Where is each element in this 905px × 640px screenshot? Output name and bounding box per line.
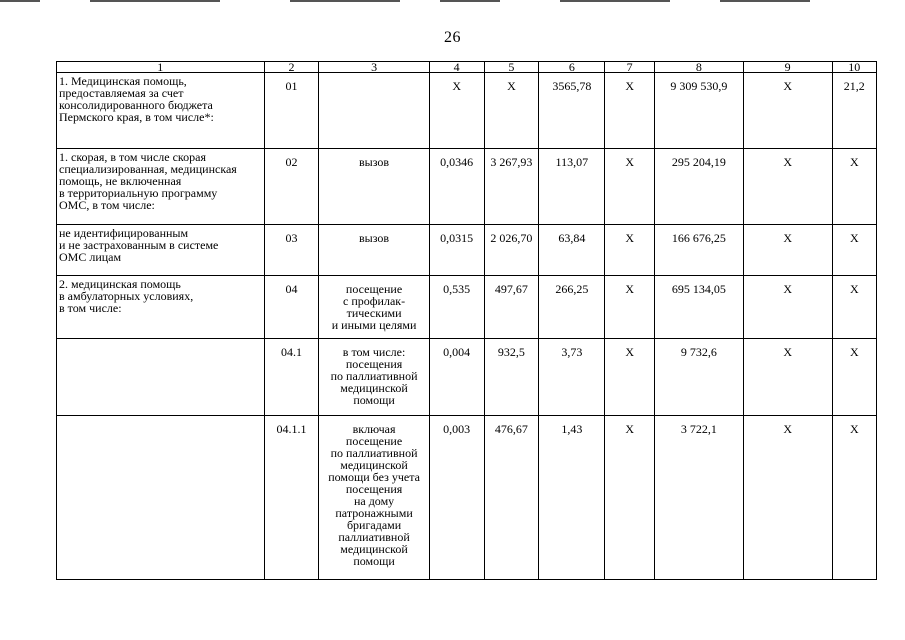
cell-col7 [605, 416, 655, 580]
row-name [59, 339, 262, 341]
value-col7: X [625, 155, 634, 169]
value-col4: 0,535 [443, 282, 471, 296]
value-col10: X [849, 282, 859, 296]
cell-col4 [429, 339, 484, 416]
row-code: 02 [285, 155, 298, 169]
row-code-cell [264, 73, 319, 149]
value-col7: X [625, 231, 634, 245]
value-col4: 0,0315 [440, 231, 474, 245]
value-col6: 1,43 [561, 422, 583, 436]
table-row [57, 416, 877, 580]
cell-col10 [832, 225, 876, 276]
cell-col8 [654, 225, 743, 276]
row-unit-cell [319, 73, 430, 149]
row-name: не идентифицированным и не застрахованным в системе ОМС лицам [59, 226, 219, 264]
value-col7: X [625, 79, 634, 93]
value-col10: X [849, 155, 859, 169]
cell-col10 [832, 416, 876, 580]
cell-col5 [484, 73, 539, 149]
cell-col9 [743, 276, 832, 339]
value-col5: 476,67 [494, 422, 528, 436]
row-code-cell [264, 276, 319, 339]
column-header: 5 [484, 62, 539, 73]
cell-col4 [429, 73, 484, 149]
column-header: 1 [57, 62, 265, 73]
cell-col5 [484, 276, 539, 339]
cell-col5 [484, 149, 539, 225]
column-header: 10 [832, 62, 876, 73]
cell-col10 [832, 73, 876, 149]
value-col10: X [849, 422, 859, 436]
column-header: 4 [429, 62, 484, 73]
column-number-row [57, 62, 877, 73]
value-col6: 266,25 [555, 282, 589, 296]
value-col9: X [783, 422, 792, 436]
row-unit: в том числе: посещения по паллиативной медицинской помощи [330, 345, 418, 407]
cell-col7 [605, 276, 655, 339]
value-col5: 932,5 [497, 345, 525, 359]
cell-col8 [654, 416, 743, 580]
value-col10: X [849, 345, 859, 359]
cell-col7 [605, 339, 655, 416]
value-col7: X [625, 422, 634, 436]
value-col5: X [507, 79, 516, 93]
page-number: 26 [444, 29, 461, 46]
row-code-cell [264, 339, 319, 416]
column-header: 2 [264, 62, 319, 73]
value-col8: 9 732,6 [680, 345, 717, 359]
cell-col7 [605, 225, 655, 276]
row-name [59, 416, 262, 418]
row-code: 03 [285, 231, 298, 245]
column-header: 6 [539, 62, 605, 73]
row-name-cell [57, 149, 265, 225]
value-col9: X [783, 282, 792, 296]
cell-col6 [539, 416, 605, 580]
row-name: 2. медицинская помощь в амбулаторных условиях, в том числе: [59, 277, 194, 315]
row-code: 01 [285, 79, 298, 93]
row-unit [321, 73, 427, 80]
value-col4: 0,004 [443, 345, 471, 359]
cell-col10 [832, 339, 876, 416]
cell-col9 [743, 149, 832, 225]
column-header: 9 [743, 62, 832, 73]
row-name-cell [57, 73, 265, 149]
value-col9: X [783, 155, 792, 169]
value-col5: 497,67 [494, 282, 528, 296]
data-table [56, 61, 877, 580]
row-code: 04.1.1 [276, 422, 307, 436]
table-row [57, 339, 877, 416]
cell-col9 [743, 225, 832, 276]
cell-col10 [832, 149, 876, 225]
row-unit-cell [319, 225, 430, 276]
value-col4: 0,0346 [440, 155, 474, 169]
value-col8: 295 204,19 [671, 155, 726, 169]
value-col6: 63,84 [558, 231, 586, 245]
value-col7: X [625, 345, 634, 359]
row-code-cell [264, 225, 319, 276]
cell-col8 [654, 339, 743, 416]
value-col4: 0,003 [443, 422, 471, 436]
row-name-cell [57, 339, 265, 416]
cell-col7 [605, 149, 655, 225]
value-col5: 2 026,70 [490, 231, 533, 245]
row-code-cell [264, 149, 319, 225]
row-name: 1. скорая, в том числе скорая специализированная, медицинская помощь, не включенная в территориальную программу ОМС, в том числе: [59, 150, 237, 212]
value-col5: 3 267,93 [490, 155, 533, 169]
row-unit: посещение с профилак- тическими и иными целями [331, 282, 417, 332]
row-name-cell [57, 225, 265, 276]
row-unit-cell [319, 276, 430, 339]
table-row [57, 73, 877, 149]
cell-col8 [654, 73, 743, 149]
cell-col8 [654, 276, 743, 339]
row-unit: включая посещение по паллиативной медицинской помощи без учета посещения на дому патронажными бригадами паллиативной медицинской помощи [328, 422, 420, 568]
value-col6: 113,07 [555, 155, 589, 169]
row-unit-cell [319, 416, 430, 580]
value-col10: X [849, 231, 859, 245]
cell-col10 [832, 276, 876, 339]
cell-col5 [484, 339, 539, 416]
table-row [57, 225, 877, 276]
row-name-cell [57, 276, 265, 339]
row-name-cell [57, 416, 265, 580]
cell-col5 [484, 416, 539, 580]
value-col9: X [783, 345, 792, 359]
column-header: 8 [654, 62, 743, 73]
cell-col9 [743, 416, 832, 580]
row-unit: вызов [359, 231, 390, 245]
cell-col6 [539, 149, 605, 225]
cell-col6 [539, 339, 605, 416]
value-col8: 3 722,1 [680, 422, 717, 436]
cell-col6 [539, 225, 605, 276]
table-row [57, 149, 877, 225]
cell-col7 [605, 73, 655, 149]
cell-col4 [429, 276, 484, 339]
cell-col8 [654, 149, 743, 225]
value-col8: 695 134,05 [671, 282, 726, 296]
row-unit: вызов [359, 155, 390, 169]
cell-col4 [429, 149, 484, 225]
column-header: 7 [605, 62, 655, 73]
value-col9: X [783, 79, 792, 93]
cell-col6 [539, 73, 605, 149]
row-code: 04 [285, 282, 298, 296]
value-col8: 166 676,25 [671, 231, 726, 245]
row-name: 1. Медицинская помощь, предоставляемая за счет консолидированного бюджета Пермского края, в том числе*: [59, 74, 214, 124]
value-col4: X [452, 79, 462, 93]
scan-top-edge [0, 0, 905, 2]
value-col9: X [783, 231, 792, 245]
cell-col4 [429, 416, 484, 580]
value-col8: 9 309 530,9 [670, 79, 728, 93]
cell-col9 [743, 73, 832, 149]
cell-col6 [539, 276, 605, 339]
cell-col9 [743, 339, 832, 416]
value-col10: 21,2 [843, 79, 865, 93]
row-code-cell [264, 416, 319, 580]
cell-col4 [429, 225, 484, 276]
row-unit-cell [319, 339, 430, 416]
value-col6: 3,73 [561, 345, 583, 359]
row-unit-cell [319, 149, 430, 225]
value-col7: X [625, 282, 634, 296]
row-code: 04.1 [280, 345, 302, 359]
cell-col5 [484, 225, 539, 276]
table-row [57, 276, 877, 339]
value-col6: 3565,78 [552, 79, 592, 93]
column-header: 3 [319, 62, 430, 73]
